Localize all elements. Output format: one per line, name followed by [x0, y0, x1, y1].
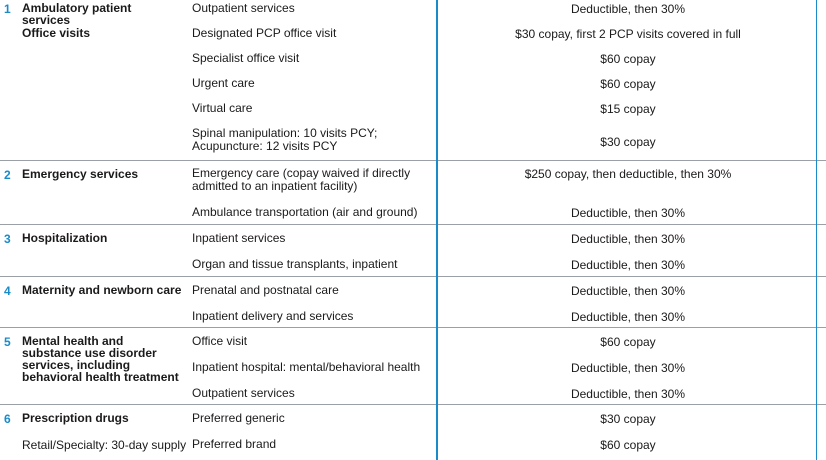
cost-value: Deductible, then 30% — [570, 361, 686, 375]
service-name: Specialist office visit — [192, 51, 300, 65]
service-name: Prenatal and postnatal care — [192, 283, 339, 297]
cost-value: $15 copay — [600, 102, 656, 116]
cost-value: $250 copay, then deductible, then 30% — [524, 167, 732, 181]
section-divider — [0, 224, 826, 225]
cost-value: $30 copay — [600, 135, 656, 149]
service-name: Virtual care — [192, 101, 253, 115]
section-category: Hospitalization — [22, 231, 108, 245]
section-subcategory: Retail/Specialty: 30-day supply — [22, 438, 187, 452]
section-number: 6 — [4, 412, 11, 426]
service-name: Inpatient hospital: mental/behavioral health — [192, 360, 421, 374]
cost-value: $60 copay — [600, 438, 656, 452]
section-number: 4 — [4, 284, 11, 298]
table-right-border — [816, 0, 817, 460]
cost-value: $30 copay — [600, 412, 656, 426]
service-name: Urgent care — [192, 76, 255, 90]
section-number: 3 — [4, 232, 11, 246]
section-number: 5 — [4, 335, 11, 349]
service-name: Preferred brand — [192, 437, 277, 451]
section-number: 1 — [4, 2, 11, 16]
service-name: Outpatient services — [192, 1, 295, 15]
service-name: Spinal manipulation: 10 visits PCY; Acupuncture: 12 visits PCY — [192, 126, 378, 153]
section-number: 2 — [4, 168, 11, 182]
service-name: Ambulance transportation (air and ground) — [192, 205, 418, 219]
section-divider — [0, 327, 826, 328]
section-divider — [0, 276, 826, 277]
service-name: Office visit — [192, 334, 248, 348]
service-name: Inpatient delivery and services — [192, 309, 354, 323]
service-name: Designated PCP office visit — [192, 26, 337, 40]
column-divider — [436, 0, 438, 460]
section-category: Maternity and newborn care — [22, 283, 182, 297]
section-category: Ambulatory patient services — [22, 1, 132, 27]
section-category: Emergency services — [22, 167, 139, 181]
cost-value: $60 copay — [600, 77, 656, 91]
service-name: Preferred generic — [192, 411, 285, 425]
service-name: Inpatient services — [192, 231, 286, 245]
cost-value: Deductible, then 30% — [570, 206, 686, 220]
cost-value: $60 copay — [600, 52, 656, 66]
cost-value: $30 copay, first 2 PCP visits covered in full — [515, 27, 741, 41]
cost-value: $60 copay — [600, 335, 656, 349]
cost-value: Deductible, then 30% — [570, 310, 686, 324]
cost-value: Deductible, then 30% — [570, 258, 686, 272]
section-divider — [0, 404, 826, 405]
cost-value: Deductible, then 30% — [570, 232, 686, 246]
section-category: Mental health and substance use disorder services, including behavioral health treatment — [22, 334, 179, 384]
service-name: Emergency care (copay waived if directly admitted to an inpatient facility) — [192, 166, 411, 193]
cost-value: Deductible, then 30% — [570, 387, 686, 401]
section-divider — [0, 160, 826, 161]
cost-value: Deductible, then 30% — [570, 2, 686, 16]
section-subcategory: Office visits — [22, 26, 91, 40]
service-name: Outpatient services — [192, 386, 295, 400]
cost-value: Deductible, then 30% — [570, 284, 686, 298]
service-name: Organ and tissue transplants, inpatient — [192, 257, 398, 271]
section-category: Prescription drugs — [22, 411, 129, 425]
